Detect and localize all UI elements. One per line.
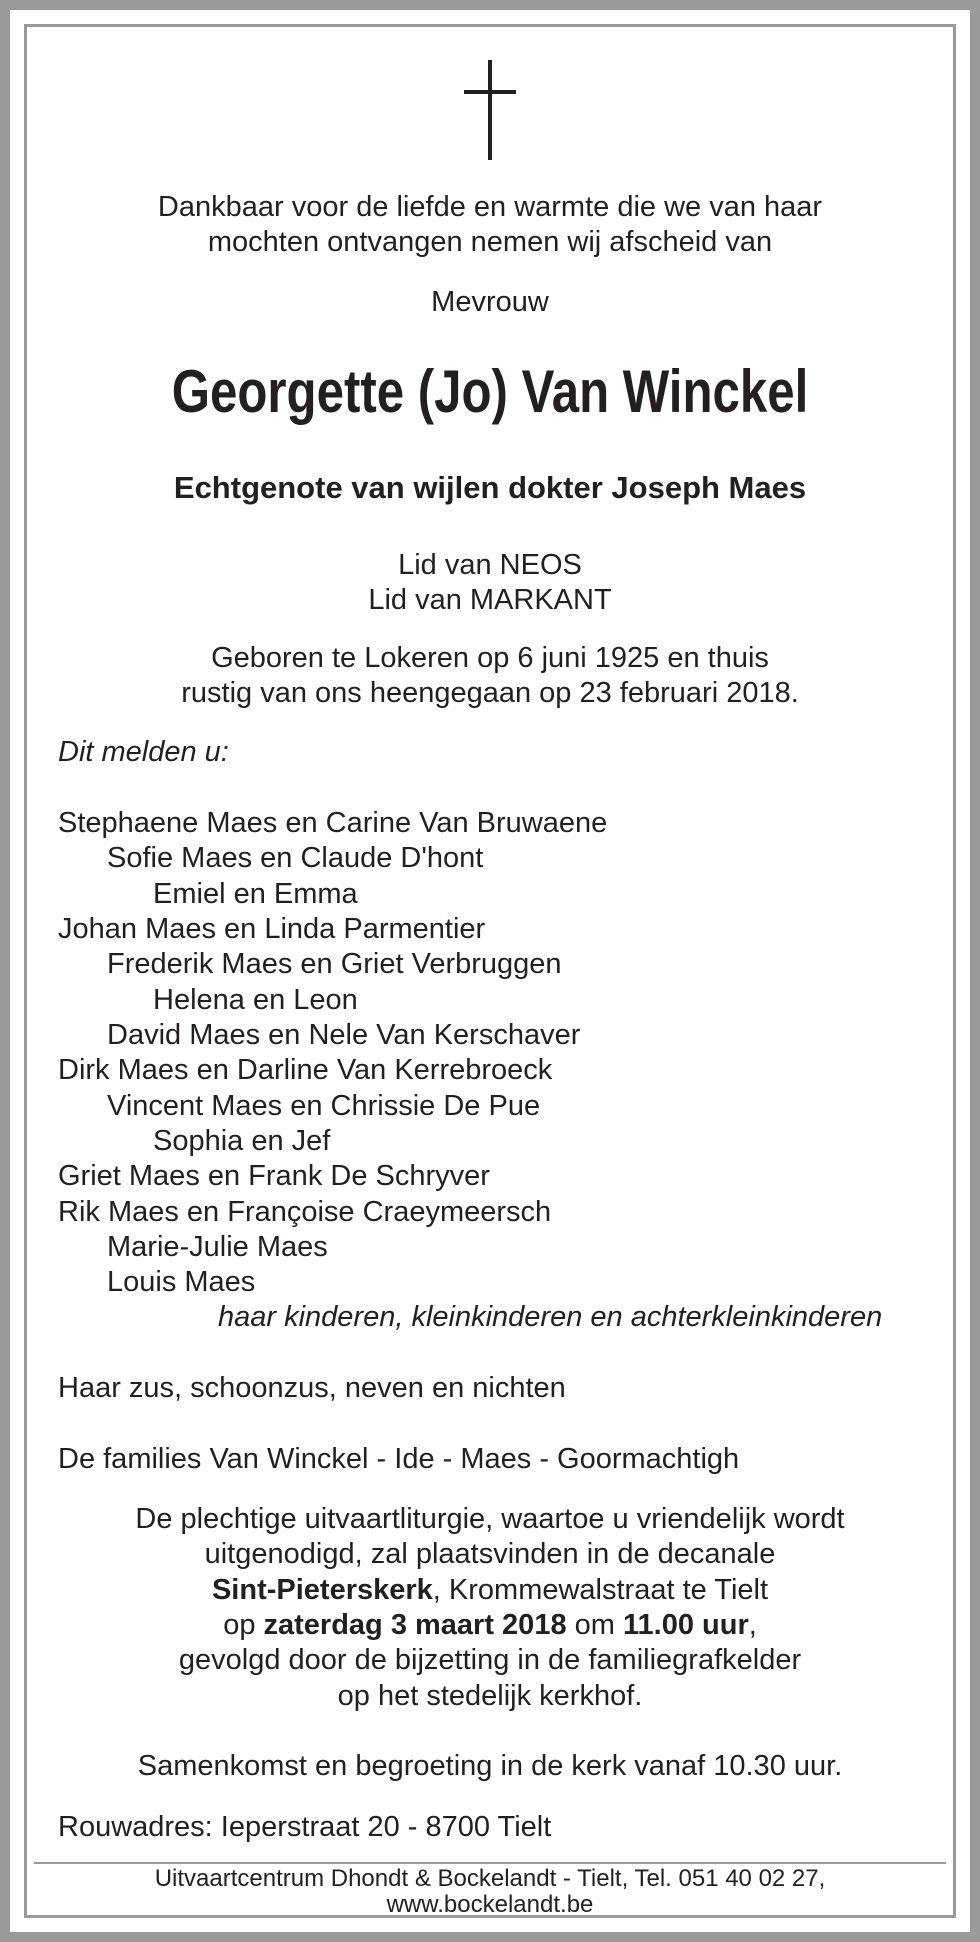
list-item: Louis Maes: [107, 1266, 256, 1298]
spouse-line: Echtgenote van wijlen dokter Joseph Maes: [173, 470, 807, 505]
list-item: Vincent Maes en Chrissie De Pue: [107, 1090, 541, 1122]
date-line-comma: ,: [748, 1609, 757, 1641]
list-item: Frederik Maes en Griet Verbruggen: [107, 948, 562, 980]
list-item: Sofie Maes en Claude D'hont: [107, 842, 484, 874]
list-item: Griet Maes en Frank De Schryver: [58, 1160, 490, 1192]
list-item: Rik Maes en Françoise Craeymeersch: [58, 1196, 552, 1228]
siblings-line: Haar zus, schoonzus, neven en nichten: [58, 1372, 566, 1404]
list-item: David Maes en Nele Van Kerschaver: [107, 1019, 581, 1051]
ceremony-church-line: [0, 1573, 980, 1607]
church-name: Sint-Pieterskerk: [211, 1574, 433, 1606]
families-line: De families Van Winckel - Ide - Maes - Goormachtigh: [58, 1443, 740, 1475]
ceremony-date: zaterdag 3 maart 2018: [263, 1609, 567, 1641]
birth-line-2: rustig van ons heengegaan op 23 februari 2018.: [181, 677, 799, 709]
list-item: Stephaene Maes en Carine Van Bruwaene: [58, 807, 608, 839]
mourners-intro: Dit melden u:: [58, 736, 229, 768]
deceased-name: Georgette (Jo) Van Winckel: [171, 358, 809, 425]
intro-line-1: Dankbaar voor de liefde en warmte die we van haar: [157, 191, 823, 223]
membership-neos: Lid van NEOS: [398, 549, 582, 581]
ceremony-date-line: [0, 1608, 980, 1642]
intro-line-2: mochten ontvangen nemen wij afscheid van: [207, 226, 773, 258]
mourning-address: Rouwadres: Ieperstraat 20 - 8700 Tielt: [58, 1811, 552, 1843]
mourners-summary: haar kinderen, kleinkinderen en achterkleinkinderen: [218, 1301, 883, 1333]
list-item: Emiel en Emma: [153, 878, 358, 910]
church-address: , Krommewalstraat te Tielt: [432, 1574, 769, 1606]
cross-icon: [460, 60, 520, 160]
list-item: Johan Maes en Linda Parmentier: [58, 913, 486, 945]
ceremony-line-1: De plechtige uitvaartliturgie, waartoe u vriendelijk wordt: [135, 1503, 845, 1535]
footer-website: www.bockelandt.be: [386, 1891, 594, 1918]
ceremony-line-6: op het stedelijk kerkhof.: [337, 1680, 643, 1712]
ceremony-time: 11.00 uur: [622, 1609, 749, 1641]
birth-line-1: Geboren te Lokeren op 6 juni 1925 en thuis: [211, 642, 769, 674]
list-item: Helena en Leon: [153, 984, 358, 1016]
list-item: Dirk Maes en Darline Van Kerrebroeck: [58, 1054, 553, 1086]
footer-undertaker: Uitvaartcentrum Dhondt & Bockelandt - Tielt, Tel. 051 40 02 27,: [154, 1865, 826, 1892]
footer-divider: [34, 1862, 946, 1864]
time-prefix: om: [566, 1609, 623, 1641]
gathering-line: Samenkomst en begroeting in de kerk vanaf 10.30 uur.: [137, 1750, 843, 1782]
membership-markant: Lid van MARKANT: [368, 584, 612, 616]
list-item: Marie-Julie Maes: [107, 1231, 328, 1263]
date-prefix: op: [223, 1609, 264, 1641]
ceremony-line-2: uitgenodigd, zal plaatsvinden in de decanale: [204, 1538, 776, 1570]
list-item: Sophia en Jef: [153, 1125, 331, 1157]
ceremony-line-5: gevolgd door de bijzetting in de familiegrafkelder: [178, 1644, 802, 1676]
honorific: Mevrouw: [431, 286, 549, 318]
